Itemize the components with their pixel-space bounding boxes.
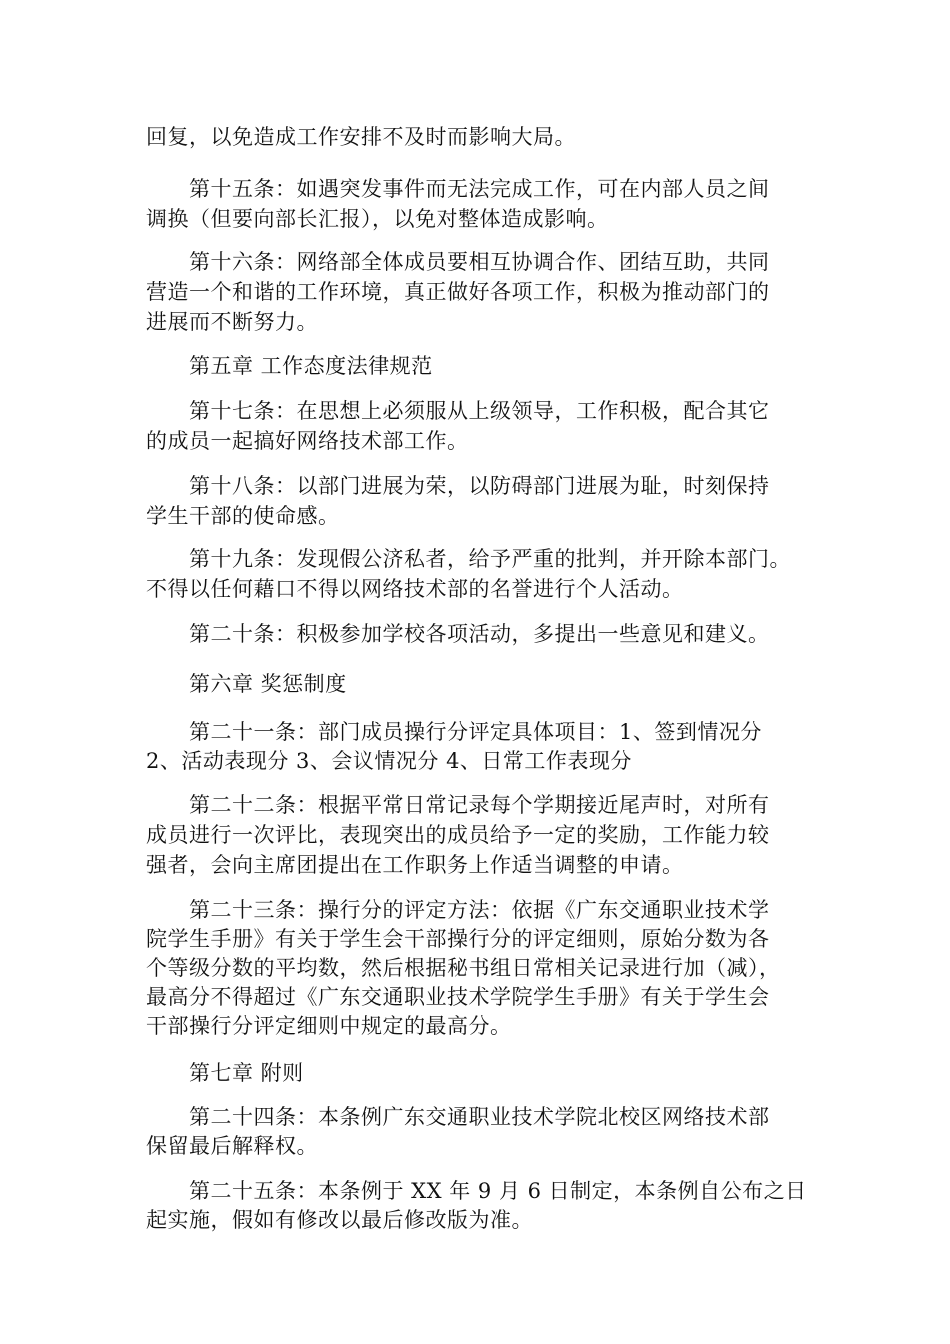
article-18-line-2: 学生干部的使命感。 [146, 504, 340, 528]
article-22-line-1: 第二十二条：根据平常日常记录每个学期接近尾声时，对所有 [189, 793, 770, 817]
article-22-line-2: 成员进行一次评比，表现突出的成员给予一定的奖励，工作能力较 [146, 823, 770, 847]
article-18-line-1: 第十八条：以部门进展为荣，以防碍部门进展为耻，时刻保持 [189, 474, 770, 498]
article-19-line-1: 第十九条：发现假公济私者，给予严重的批判，并开除本部门。 [189, 547, 791, 571]
article-24-line-1: 第二十四条：本条例广东交通职业技术学院北校区网络技术部 [189, 1105, 770, 1129]
article-23-line-5: 干部操行分评定细则中规定的最高分。 [146, 1014, 512, 1038]
chapter-5-heading: 第五章 工作态度法律规范 [189, 354, 433, 378]
article-21-line-1: 第二十一条：部门成员操行分评定具体项目：1、签到情况分 [189, 720, 762, 744]
article-19-line-2: 不得以任何藉口不得以网络技术部的名誉进行个人活动。 [146, 577, 684, 601]
article-16-line-3: 进展而不断努力。 [146, 310, 318, 334]
paragraph-line: 回复，以免造成工作安排不及时而影响大局。 [146, 125, 576, 149]
article-15-line-2: 调换（但要向部长汇报），以免对整体造成影响。 [146, 207, 609, 231]
article-25-line-2: 起实施，假如有修改以最后修改版为准。 [146, 1208, 533, 1232]
article-17-line-2: 的成员一起搞好网络技术部工作。 [146, 429, 469, 453]
article-15-line-1: 第十五条：如遇突发事件而无法完成工作，可在内部人员之间 [189, 177, 770, 201]
chapter-7-heading: 第七章 附则 [189, 1061, 304, 1085]
article-23-line-1: 第二十三条：操行分的评定方法：依据《广东交通职业技术学 [189, 898, 770, 922]
article-22-line-3: 强者，会向主席团提出在工作职务上作适当调整的申请。 [146, 853, 684, 877]
article-23-line-4: 最高分不得超过《广东交通职业技术学院学生手册》有关于学生会 [146, 985, 770, 1009]
article-23-line-3: 个等级分数的平均数，然后根据秘书组日常相关记录进行加（减）， [146, 956, 781, 980]
article-25-line-1: 第二十五条：本条例于 XX 年 9 月 6 日制定，本条例自公布之日 [189, 1179, 807, 1203]
article-16-line-2: 营造一个和谐的工作环境，真正做好各项工作，积极为推动部门的 [146, 280, 770, 304]
article-24-line-2: 保留最后解释权。 [146, 1134, 318, 1158]
article-17-line-1: 第十七条：在思想上必须服从上级领导，工作积极，配合其它 [189, 399, 770, 423]
article-21-line-2: 2、活动表现分 3、会议情况分 4、日常工作表现分 [146, 749, 632, 773]
article-20-line-1: 第二十条：积极参加学校各项活动，多提出一些意见和建义。 [189, 622, 770, 646]
article-16-line-1: 第十六条：网络部全体成员要相互协调合作、团结互助，共同 [189, 250, 770, 274]
article-23-line-2: 院学生手册》有关于学生会干部操行分的评定细则，原始分数为各 [146, 927, 770, 951]
chapter-6-heading: 第六章 奖惩制度 [189, 672, 347, 696]
